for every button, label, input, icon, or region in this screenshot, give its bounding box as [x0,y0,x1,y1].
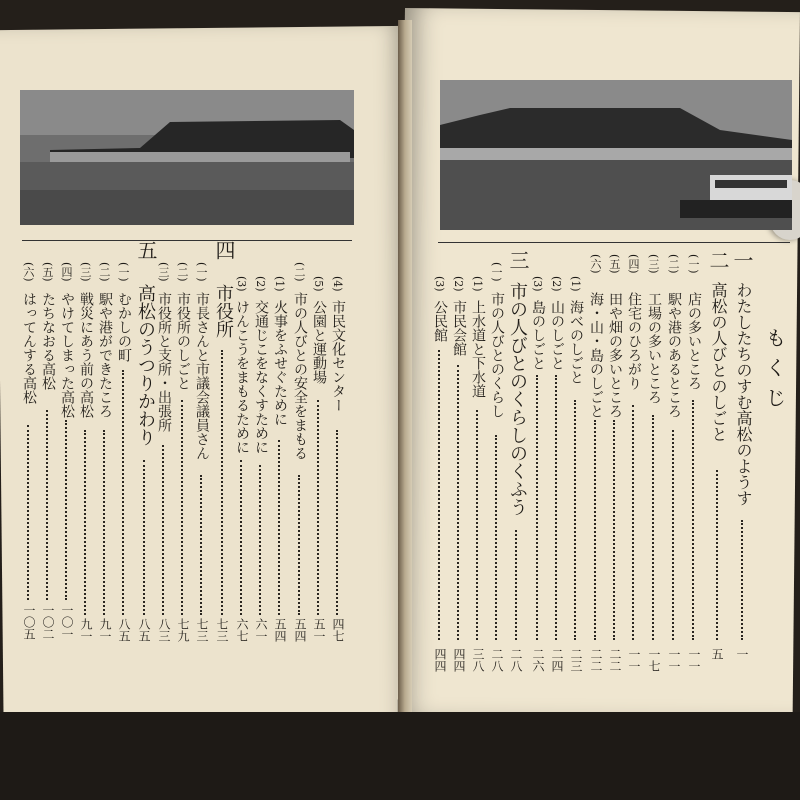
page-num: 一〇二 [41,604,55,640]
leader-dots [122,370,126,615]
page-num: 六七 [235,618,249,642]
item-label: 市の人びとのくらし [489,292,505,418]
page-num: 五 [710,648,724,660]
page-num: 七三 [215,618,229,642]
leader-dots [741,520,745,640]
item-num: (二) [176,262,189,282]
sub-label: 海べのしごと [568,300,584,384]
item-num: (三) [157,262,170,282]
item-num: (五) [41,262,54,282]
rule-right [438,242,790,243]
leader-dots [632,405,636,640]
sub-label: 交通じこをなくすために [253,300,269,454]
leader-dots [65,420,69,600]
sub-num: (4) [331,276,344,292]
page-num: 二八 [509,648,523,672]
item-label: 田や畑の多いところ [607,292,623,418]
sub-num: (1) [569,276,582,292]
page-num: 六一 [254,618,268,642]
page-num: 二八 [490,648,504,672]
leader-dots [613,420,617,640]
rule-left [22,240,352,241]
sub-label: けんこうをまもるために [234,300,250,454]
section-label-2: 高松の人びとのしごと [709,282,728,442]
item-label: 駅や港ができたころ [97,292,113,418]
item-label: はってんする高松 [21,292,37,404]
page-num: 一 [735,648,749,660]
page-num: 四七 [331,618,345,642]
item-label: やけてしまった高松 [59,292,75,418]
page-num: 五四 [273,618,287,642]
sub-label: 公民館 [432,300,448,342]
section-label-3: 市の人びとのくらしのくふう [507,282,528,516]
sub-label: 火事をふせぐために [272,300,288,426]
sub-num: (1) [471,276,484,292]
table-surface [0,712,800,800]
book-spine [398,20,412,740]
item-num: (二) [667,254,680,274]
leader-dots [594,420,598,640]
leader-dots [278,440,282,615]
page-num: 九一 [98,618,112,642]
leader-dots [574,400,578,640]
page-num: 四四 [433,648,447,672]
page-num: 九一 [79,618,93,642]
item-num: (一) [687,254,700,274]
page-num: 二四 [550,648,564,672]
toc-title-2: く [766,356,786,380]
page-num: 八五 [117,618,131,642]
leader-dots [46,410,50,600]
page-num: 二二 [589,648,603,672]
item-label: 市長さんと市議会議員さん [194,292,210,460]
item-num: (四) [60,262,73,282]
item-label: 工場の多いところ [646,292,662,404]
item-num: (一) [117,262,130,282]
item-num: (三) [647,254,660,274]
page-num: 二二 [608,648,622,672]
page-num: 四四 [452,648,466,672]
sub-num: (2) [452,276,465,292]
item-label: 駅や港のあるところ [666,292,682,418]
section-num-4: 四 [212,240,236,260]
section-num-5: 五 [134,240,158,260]
section-num-2: 二 [706,250,730,270]
toc-title-1: も [766,326,786,350]
section-label-5: 高松のうつりかわり [135,284,156,446]
page-num: 七三 [195,618,209,642]
leader-dots [336,430,340,615]
leader-dots [27,425,31,600]
item-num: (一) [195,262,208,282]
sub-num: (1) [273,276,286,292]
page-num: 八三 [157,618,171,642]
leader-dots [317,400,321,615]
sub-num: (5) [312,276,325,292]
leader-dots [84,430,88,615]
sub-num: (3) [531,276,544,292]
leader-dots [555,375,559,640]
leader-dots [652,415,656,640]
page-num: 五四 [293,618,307,642]
item-num: (五) [608,254,621,274]
sub-num: (2) [550,276,563,292]
sub-num: (3) [433,276,446,292]
leader-dots [692,400,696,640]
page-num: 一一 [667,648,681,672]
page-num: 一一 [687,648,701,672]
item-label: 住宅のひろがり [626,292,642,390]
leader-dots [221,350,225,615]
leader-dots [181,400,185,615]
leader-dots [476,410,480,640]
item-num: (二) [293,262,306,282]
sub-label: 島のしごと [530,300,546,370]
section-num-3: 三 [506,250,530,270]
item-label: 市役所と支所・出張所 [156,292,172,432]
page-num: 一〇五 [22,604,36,640]
item-num: (三) [79,262,92,282]
section-num-1: 一 [730,250,754,270]
item-label: 戦災にあう前の高松 [78,292,94,418]
leader-dots [200,475,204,615]
leader-dots [457,365,461,640]
leader-dots [495,435,499,640]
item-num: (一) [490,262,503,282]
page-num: 七九 [176,618,190,642]
section-label-1: わたしたちのすむ高松のようす [734,282,753,506]
sub-label: 市民文化センター [330,300,346,412]
harbor-photo-right [440,80,792,230]
item-label: 店の多いところ [686,292,702,390]
page-num: 五一 [312,618,326,642]
leader-dots [536,375,540,640]
sub-label: 市民会館 [451,300,467,356]
toc-title-3: じ [766,386,786,410]
leader-dots [716,470,720,640]
leader-dots [515,530,519,640]
page-num: 一〇一 [60,604,74,640]
item-num: (六) [589,254,602,274]
leader-dots [438,350,442,640]
page-num: 一一 [627,648,641,672]
item-label: 市役所のしごと [175,292,191,390]
item-num: (二) [98,262,111,282]
item-num: (四) [627,254,640,274]
leader-dots [672,430,676,640]
item-label: 海・山・島のしごと [588,292,604,418]
item-label: たちなおる高松 [40,292,56,390]
leader-dots [143,460,147,615]
page-num: 二六 [531,648,545,672]
page-num: 一七 [647,648,661,672]
item-label: 市の人びとの安全をまもる [292,292,308,460]
leader-dots [162,445,166,615]
section-label-4: 市役所 [213,284,234,338]
sub-label: 公園と運動場 [311,300,327,384]
sub-label: 上水道と下水道 [470,300,486,398]
page-num: 八五 [137,618,151,642]
leader-dots [259,465,263,615]
leader-dots [103,430,107,615]
page-num: 二三 [569,648,583,672]
sub-num: (3) [235,276,248,292]
page-num: 三八 [471,648,485,672]
leader-dots [240,460,244,615]
harbor-photo-left [20,90,354,225]
leader-dots [298,475,302,615]
sub-label: 山のしごと [549,300,565,370]
item-label: むかしの町 [116,292,132,362]
sub-num: (2) [254,276,267,292]
item-num: (六) [22,262,35,282]
